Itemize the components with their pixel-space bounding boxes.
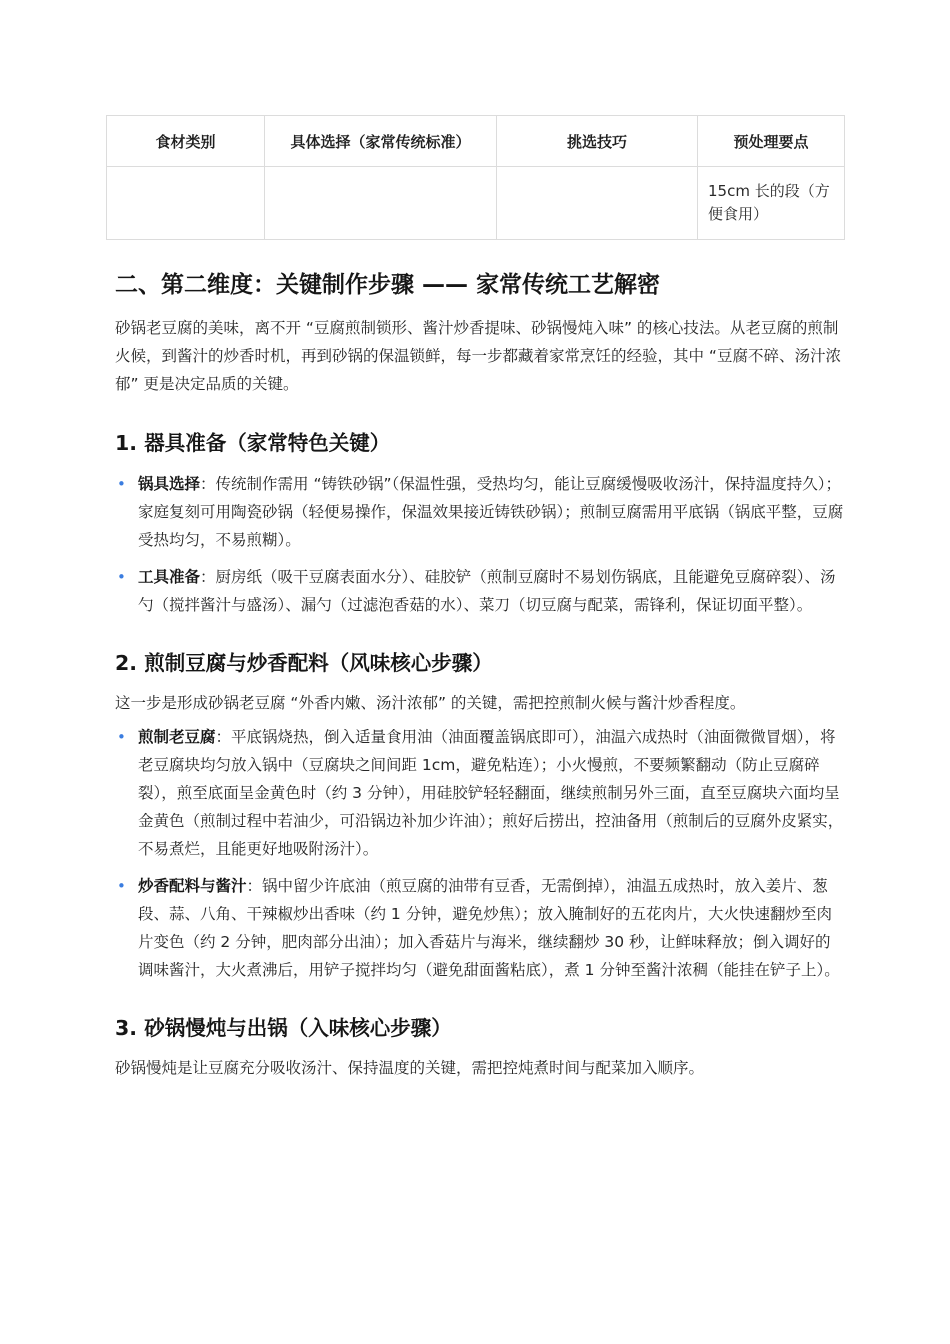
item-label: 炒香配料与酱汁 [138,877,247,895]
item-label: 煎制老豆腐 [138,728,216,746]
table-header-cell: 预处理要点 [698,116,845,167]
step1-title: 1. 器具准备（家常特色关键） [115,431,391,455]
section-intro: 砂锅老豆腐的美味，离不开 “豆腐煎制锁形、酱汁炒香提味、砂锅慢炖入味” 的核心技法。从老豆腐的煎制火候，到酱汁的炒香时机，再到砂锅的保温锁鲜，每一步都藏着家常烹饪的经验，其中 “豆腐不碎、汤汁浓郁” 更是决定品质的关键。 [115,319,841,393]
step3-title: 3. 砂锅慢炖与出锅（入味核心步骤） [115,1016,452,1040]
table-cell [265,167,497,240]
table-row [107,167,845,240]
list-item [115,723,845,863]
item-label: 工具准备 [138,568,201,586]
list-item [115,470,845,554]
bullet-icon: • [117,728,126,746]
step1-list [115,470,845,619]
section-title: 二、第二维度：关键制作步骤 —— 家常传统工艺解密 [115,272,661,298]
item-text: ：锅中留少许底油（煎豆腐的油带有豆香，无需倒掉），油温五成热时，放入姜片、葱段、蒜、八角、干辣椒炒出香味（约 1 分钟，避免炒焦）；放入腌制好的五花肉片，大火快速翻炒至肉片变色（约 2 分钟，肥肉部分出油）；加入香菇片与海米，继续翻炒 30 秒，让鲜味释放；倒入调好的调味酱汁，大火煮沸后，用铲子搅拌均匀（避免甜面酱粘底），煮 1 分钟至酱汁浓稠（能挂在铲子上）。 [138,877,840,979]
table-cell [107,167,265,240]
bullet-icon: • [117,877,126,895]
bullet-icon: • [117,475,126,493]
table-header-cell: 食材类别 [107,116,265,167]
table-cell [497,167,698,240]
table-header-row [107,116,845,167]
table-cell: 15cm 长的段（方便食用） [698,167,845,240]
item-text: ：传统制作需用 “铸铁砂锅”（保温性强，受热均匀，能让豆腐缓慢吸收汤汁，保持温度持久）；家庭复刻可用陶瓷砂锅（轻便易操作，保温效果接近铸铁砂锅）；煎制豆腐需用平底锅（锅底平整，豆腐受热均匀，不易煎糊）。 [138,475,844,549]
bullet-icon: • [117,568,126,586]
ingredients-table [106,115,845,240]
list-item [115,563,845,619]
step2-title: 2. 煎制豆腐与炒香配料（风味核心步骤） [115,651,493,675]
list-item [115,872,845,984]
table-header-cell: 挑选技巧 [497,116,698,167]
step2-list [115,723,845,984]
item-label: 锅具选择 [138,475,201,493]
item-text: ：厨房纸（吸干豆腐表面水分）、硅胶铲（煎制豆腐时不易划伤锅底，且能避免豆腐碎裂）、汤勺（搅拌酱汁与盛汤）、漏勺（过滤泡香菇的水）、菜刀（切豆腐与配菜，需锋利，保证切面平整）。 [138,568,836,614]
document-body [115,268,845,1082]
item-text: ：平底锅烧热，倒入适量食用油（油面覆盖锅底即可），油温六成热时（油面微微冒烟），将老豆腐块均匀放入锅中（豆腐块之间间距 1cm，避免粘连）；小火慢煎，不要频繁翻动（防止豆腐碎裂），煎至底面呈金黄色时（约 3 分钟），用硅胶铲轻轻翻面，继续煎制另外三面，直至豆腐块六面均呈金黄色（煎制过程中若油少，可沿锅边补加少许油）；煎好后捞出，控油备用（煎制后的豆腐外皮紧实，不易煮烂，且能更好地吸附汤汁）。 [138,728,844,858]
step2-intro: 这一步是形成砂锅老豆腐 “外香内嫩、汤汁浓郁” 的关键，需把控煎制火候与酱汁炒香程度。 [115,694,746,712]
step3-intro: 砂锅慢炖是让豆腐充分吸收汤汁、保持温度的关键，需把控炖煮时间与配菜加入顺序。 [115,1059,705,1077]
table-header-cell: 具体选择（家常传统标准） [265,116,497,167]
